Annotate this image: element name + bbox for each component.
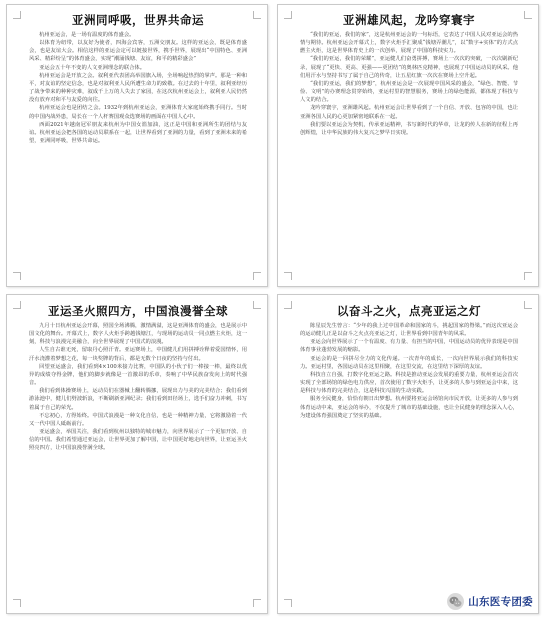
page-3 [6,294,268,614]
crop-mark [13,11,21,19]
crop-mark [284,272,292,280]
essay-paragraph: “我们的亚运，我们的荣耀”，亚运健儿们奋勇拼搏，赛场上一次次的突破，一次次刷新纪录，展现了“更快、更高、更强——更团结”的奥林匹克精神，也展现了中国运动员的风采。他们用汗水与坚持书写了属于自己的传奇，让五星红旗一次次在赛场上空升起。 [300,56,518,79]
crop-mark [13,272,21,280]
crop-mark [253,301,261,309]
essay-paragraph: 服务全民健身，恰恰有朝日出梦想。杭州要将亚运会场馆向市民开放，让更多的人参与到体育运动中来，亚运会的举办，不仅提升了城市的基础设施，也让全民健身的理念深入人心，为建设体育强国奠定了坚实的基础。 [300,396,518,419]
crop-mark [253,272,261,280]
essay-title: 亚洲同呼吸，世界共命运 [72,13,204,27]
watermark-text: 山东医专团委 [468,596,533,608]
crop-mark [253,599,261,607]
page-2 [277,4,539,287]
essay-paragraph: 杭州亚运会，是一场有温度的体育盛会。 [39,32,135,38]
crop-mark [284,599,292,607]
essay-paragraph: 龙吟穿寰宇，亚洲雄风起。杭州亚运会让世界看到了一个自信、开放、包容的中国，也让亚洲各国人民的心更加紧密地联系在一起。 [300,105,518,120]
essay-paragraph: 人生自古谁无死，留取丹心照汗青。亚运赛场上，中国健儿们用拼搏诠释着爱国情怀，用汗水浇灌着梦想之花，每一块奖牌的背后，都是无数个日夜的坚持与付出。 [29,347,247,362]
essay-title: 亚运圣火照四方，中国浪漫誉全球 [48,304,228,318]
essay-paragraph: 亚运会的是一回拼尽全力的文化传递。一次青年的成长，一次向世界展示我们的科技实力。亚运村里，各国运动员在这里相聚，在这里交流，在这里结下深厚的友谊。 [300,355,518,370]
essay-paragraph: “我们的亚运，我们的梦想”，杭州亚运会是一次展现中国风采的盛会，“绿色、智能、节俭、文明”的办赛理念贯穿始终，亚运村里的智慧服务，赛场上的绿色能源，都体现了科技与人文的结合。 [300,80,518,104]
essay-paragraph: 科技自立自强，打数字化亚运之路。科技是推动亚运会发展的重要力量，杭州亚运会首次实现了全部场馆的绿色电力供应，首次使用了数字火炬手，让更多的人参与到亚运会中来，这是科技与体育的完美结合，这是科技兴国的生动实践。 [300,371,518,395]
crop-mark [13,301,21,309]
essay-paragraph: 我们看到体操赛场上，运动员们在器械上翻转腾挪，展现出力与美的完美结合；我们看到游泳池中，健儿们劈波斩浪，不断刷新亚洲纪录；我们看到田径场上，选手们奋力冲刺，书写着属于自己的荣光。 [29,388,247,411]
wechat-watermark [444,591,537,612]
essay-paragraph: 杭州亚运会也是团结之会。1932年到杭州亚运会，亚洲体育大家庭始终携手同行。当时的中国内战外患，局长在一个人杆赛国观众选赛场的画面在中国人心中。 [29,105,247,120]
page-4 [277,294,539,614]
wechat-icon [447,593,464,610]
essay-paragraph: 不忘初心，方得始终。中国式浪漫是一种文化自信，也是一种精神力量，它将激励着一代又一代中国人砥砺前行。 [29,412,247,427]
essay-paragraph: 亚运会五十年不变的人文亚洲理念的联合体。 [39,64,146,71]
essay-paragraph: 亚运盛会，举国关注，我们看到杭州以独特的城市魅力，向世界展示了一个更加开放、自信的中国。我们希望通过亚运会，让世界更加了解中国，让中国更好地走向世界，让亚运圣火照亮四方，让中国浪漫誉满全球。 [29,429,247,452]
crop-mark [253,11,261,19]
essay-paragraph: 陈星辰先生曾言：“少年的我上过中国革命和国家的斗，挑起国家的脊梁。”而这次亚运会的运动健儿正是以奋斗之火点亮亚运之灯，让世界看到中国青年的风采。 [300,323,518,338]
crop-mark [524,301,532,309]
essay-paragraph: 九月十日杭州亚运会开幕，照国全场沸腾，激情满溢，这是亚洲体育的盛会，也是展示中国文化的舞台。开幕式上，数字人火炬手跨越钱塘江，与现场的运动员一同点燃主火炬，这一刻，科技与浪漫完美融合，向全世界展现了中国式的浪漫。 [29,323,247,346]
page-1 [6,4,268,287]
essay-paragraph: 亚运会向世界展示了一个有温度、有力量、有担当的中国，中国运动员的优异表现是中国体育事业蓬勃发展的缩影。 [300,339,518,354]
crop-mark [13,599,21,607]
essay-title: 亚洲雄风起，龙吟穿寰宇 [343,13,475,27]
crop-mark [524,11,532,19]
crop-mark [284,301,292,309]
essay-title: 以奋斗之火，点亮亚运之灯 [337,304,481,318]
crop-mark [524,272,532,280]
essay-paragraph: 以体育为纽带，以友好为使者，四海会宾客，五洲交朋友。这样的亚运会，既是体育盛会，也是友谊大会。相信这样的亚运会定可以链接世界，携手世界，展现出“中国特色、亚洲风采、精彩纷呈”的体育盛会，实现“潮涌钱塘、友谊，和平的精彩盛会” [29,40,247,63]
essay-paragraph: 回望亚运盛会，我们看到4×100米接力比赛，中国队的小伙子们一棒接一棒，最终以优异的成绩夺得金牌，他们的脚步就像是一首激昂的乐章，奏响了中华民族奋发向上的时代强音。 [29,363,247,387]
essay-paragraph: 杭州亚运会是开放之会。叙利亚代表团高举国旗入场，全场响起热烈的掌声。那是一种和平，对友谊的坚定信念，也是对叙利亚人民所遭生命力的致敬。在过去的十年里，叙利亚经历了战争带来的种种灾难，叙成千上万的人失去了家园，在这次杭州亚运会上，叙利亚人民仍然没有放弃对和平与友爱的向往。 [29,72,247,104]
essay-paragraph: 我们要以亚运会为契机，传承亚运精神，书写新时代的华章，让龙的传人在新的征程上再创辉煌，让中华民族的伟大复兴之梦早日实现。 [300,121,518,136]
essay-paragraph: “我们的亚运，我们的家”，这是杭州亚运会的一句标语，它表达了中国人民对亚运会的热情与期待。杭州亚运会开幕式上，数字火炬手汇聚成“钱塘弄潮儿”，以“数字+实体”的方式点燃主火炬，这是世界体育史上的一次创举，展现了中国的科技实力。 [300,32,518,55]
essay-paragraph: 西面2021年越南冠军朋友来杭州为中国女篮加油，这正是中国和亚洲所生的团结与友谊。杭州亚运会把各国的运动员联系在一起，让世界看到了亚洲的力量，看到了亚洲未来的希望，亚洲同呼吸，世界共命运。 [29,121,247,145]
crop-mark [284,11,292,19]
